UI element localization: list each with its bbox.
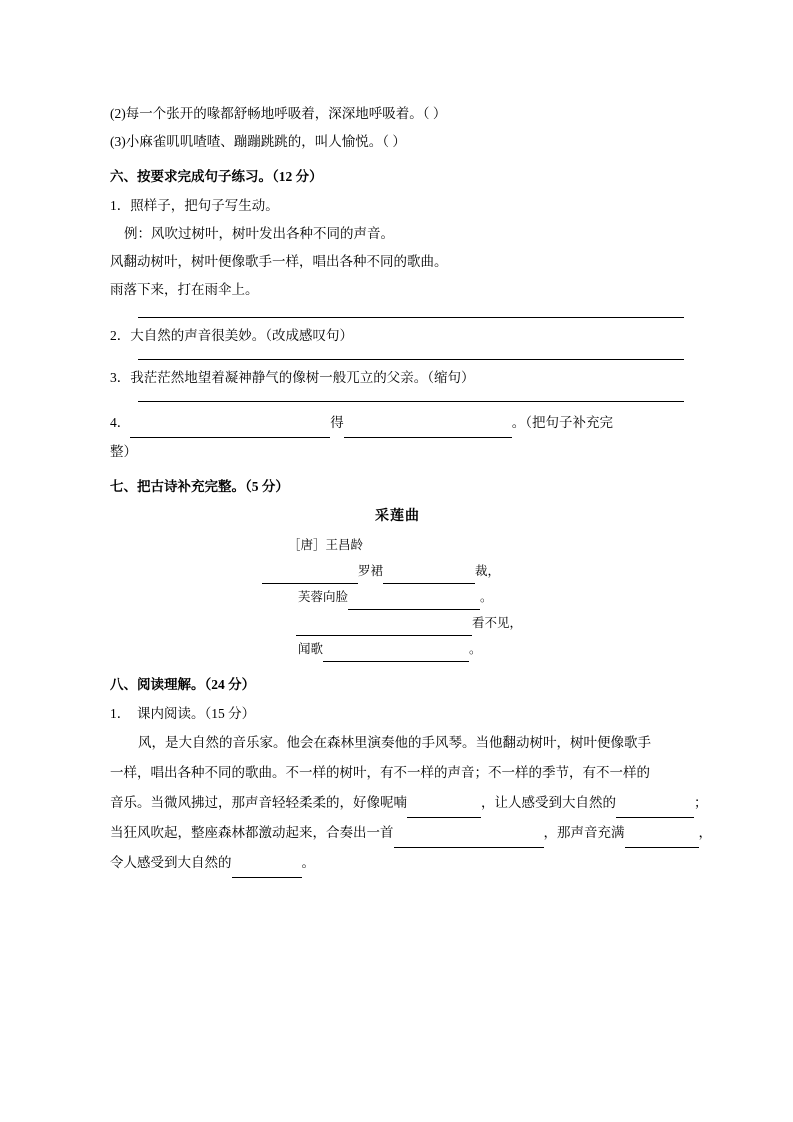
passage-line-4-text2: ，那声音充满 (543, 825, 625, 841)
passage-blank-3[interactable] (394, 831, 544, 848)
passage-line-2: 一样，唱出各种不同的歌曲。不一样的树叶，有不一样的声音；不一样的季节，有不一样的 (110, 765, 650, 781)
poem-line-3 (110, 610, 685, 636)
section-6-item-4-end: 。（把句子补充完 (511, 415, 613, 430)
passage-blank-4[interactable] (625, 831, 699, 848)
reading-passage (110, 728, 712, 878)
poem-line-1 (110, 558, 685, 584)
poem-line-1-mid: 罗裙 (358, 564, 384, 578)
poem-blank-1b[interactable] (383, 567, 475, 584)
poem-blank-2[interactable] (348, 593, 480, 610)
question-5-item-2: (2)每一个张开的喙都舒畅地呼吸着，深深地呼吸着。（ ） (110, 106, 447, 121)
section-6-item-1: 1．照样子，把句子写生动。 (110, 198, 279, 213)
passage-blank-5[interactable] (232, 861, 302, 878)
section-6-item-4-number: 4． (110, 415, 131, 430)
section-6-heading: 六、按要求完成句子练习。（12 分） (110, 169, 323, 184)
poem-blank-3[interactable] (296, 619, 472, 636)
passage-line-3 (110, 788, 708, 818)
section-6-item-4-mid: 得 (330, 415, 344, 430)
section-6-item-4 (110, 408, 685, 438)
passage-line-3-text3: ； (694, 795, 708, 811)
question-5-item-3: (3)小麻雀叽叽喳喳、蹦蹦跳跳的，叫人愉悦。（ ） (110, 134, 406, 149)
poem-line-3-end: 看不见， (472, 616, 523, 630)
section-7-heading: 七、把古诗补充完整。（5 分） (110, 479, 289, 494)
section-8-sub-1: 1． 课内阅读。（15 分） (110, 706, 256, 721)
poem-line-2-start: 芙蓉向脸 (298, 590, 349, 604)
section-6-item-2: 2．大自然的声音很美妙。（改成感叹句） (110, 328, 353, 343)
passage-line-3-text: 音乐。当微风拂过，那声音轻轻柔柔的，好像呢喃 (110, 795, 407, 811)
passage-blank-1[interactable] (407, 801, 481, 818)
fill-blank-4a[interactable] (130, 421, 330, 438)
passage-line-4 (110, 818, 712, 848)
poem-line-4-end: 。 (469, 642, 482, 656)
passage-line-5-text: 令人感受到大自然的 (110, 855, 232, 871)
answer-line-2[interactable] (138, 358, 684, 360)
section-8-heading: 八、阅读理解。（24 分） (110, 677, 256, 692)
passage-line-4-text3: ， (698, 825, 712, 841)
fill-blank-4b[interactable] (344, 421, 512, 438)
answer-line-1[interactable] (138, 316, 684, 318)
poem-title: 采莲曲 (375, 509, 420, 524)
poem-line-4-start: 闻歌 (298, 642, 324, 656)
poem-blank-4[interactable] (323, 645, 469, 662)
poem-author: ［唐］王昌龄 (288, 538, 364, 552)
passage-line-5-text2: 。 (301, 855, 315, 871)
poem-blank-1a[interactable] (262, 567, 358, 584)
passage-line-4-text: 当狂风吹起，整座森林都激动起来，合奏出一首 (110, 825, 394, 841)
passage-line-3-text2: ，让人感受到大自然的 (481, 795, 616, 811)
poem-line-4 (110, 636, 685, 662)
section-6-prompt-1: 雨落下来，打在雨伞上。 (110, 282, 259, 297)
section-6-item-3: 3．我茫茫然地望着凝神静气的像树一般兀立的父亲。（缩句） (110, 370, 475, 385)
section-6-example-2: 风翻动树叶，树叶便像歌手一样，唱出各种不同的歌曲。 (110, 254, 448, 269)
poem-line-2 (110, 584, 685, 610)
answer-line-3[interactable] (138, 400, 684, 402)
passage-line-1: 风，是大自然的音乐家。他会在森林里演奏他的手风琴。当他翻动树叶，树叶便像歌手 (138, 735, 651, 751)
poem-line-2-end: 。 (480, 590, 493, 604)
passage-blank-2[interactable] (616, 801, 694, 818)
poem-line-1-end: 裁， (475, 564, 501, 578)
section-6-item-4-end2: 整） (110, 444, 137, 459)
passage-line-5 (110, 848, 685, 878)
section-6-example-1: 例：风吹过树叶，树叶发出各种不同的声音。 (124, 226, 394, 241)
